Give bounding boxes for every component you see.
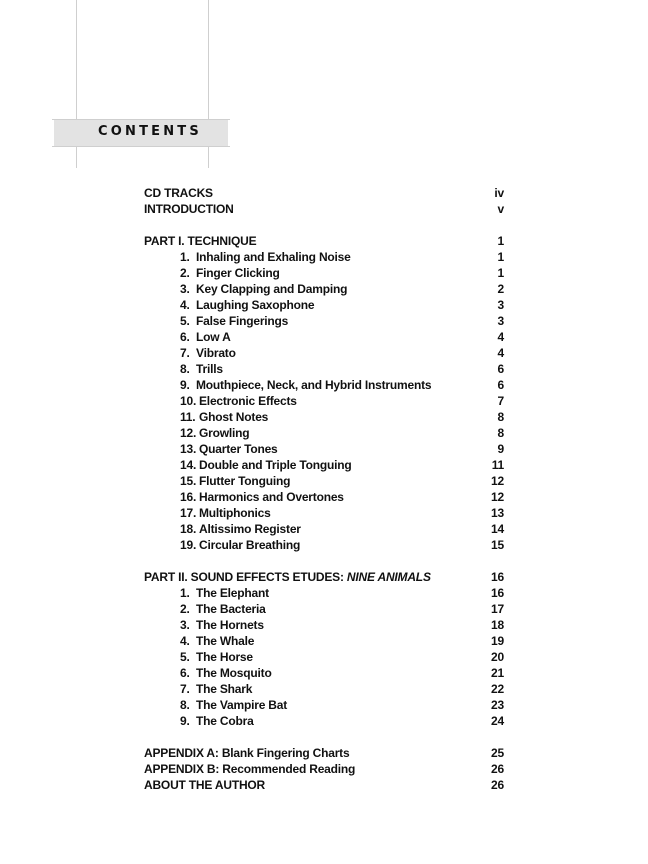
toc-entry-number: 12. [180, 426, 197, 440]
toc-entry-number: 6. [180, 666, 190, 680]
toc-entry [144, 249, 504, 265]
toc-entry-page: 26 [491, 762, 504, 776]
part-2-etude-list [144, 585, 504, 729]
toc-entry-page: 11 [491, 458, 504, 472]
toc-entry [144, 633, 504, 649]
toc-entry-page: 6 [497, 362, 504, 376]
toc-entry-label: The Cobra [196, 714, 254, 728]
toc-entry-label: Quarter Tones [199, 442, 278, 456]
toc-entry-number: 3. [180, 282, 190, 296]
toc-entry-page: 6 [497, 378, 504, 392]
part-1-heading [144, 233, 504, 249]
toc-entry-page: 17 [491, 602, 504, 616]
toc-entry-page: 12 [491, 474, 504, 488]
toc-entry-label: Low A [196, 330, 231, 344]
toc-entry-number: 1. [180, 586, 190, 600]
part-2-page: 16 [491, 570, 504, 584]
toc-entry-label: The Shark [196, 682, 253, 696]
toc-entry [144, 297, 504, 313]
toc-entry-page: 26 [491, 778, 504, 792]
toc-entry-label: Double and Triple Tonguing [199, 458, 352, 472]
toc-entry-label: Altissimo Register [199, 522, 301, 536]
toc-entry-number: 7. [180, 682, 190, 696]
toc-entry-number: 2. [180, 602, 190, 616]
toc-entry [144, 489, 504, 505]
toc-entry [144, 281, 504, 297]
toc-entry-label: The Horse [196, 650, 253, 664]
toc-entry-number: 9. [180, 378, 190, 392]
toc-entry-page: 9 [497, 442, 504, 456]
toc-entry-page: 22 [491, 682, 504, 696]
toc-entry-label: The Elephant [196, 586, 269, 600]
section-gap [144, 729, 504, 745]
toc-entry-label: Trills [196, 362, 223, 376]
toc-entry-label: The Bacteria [196, 602, 266, 616]
toc-entry-number: 5. [180, 314, 190, 328]
toc-entry-page: 4 [497, 330, 504, 344]
part-2-title [144, 570, 431, 584]
toc-entry-label: Electronic Effects [199, 394, 297, 408]
toc-entry [144, 377, 504, 393]
toc-entry-page: 7 [497, 394, 504, 408]
toc-entry-number: 3. [180, 618, 190, 632]
toc-entry-label: Ghost Notes [199, 410, 269, 424]
toc-entry-number: 7. [180, 346, 190, 360]
toc-entry-label: ABOUT THE AUTHOR [144, 778, 266, 792]
toc-entry [144, 457, 504, 473]
part-1-chapter-list [144, 249, 504, 553]
toc-entry-number: 8. [180, 698, 190, 712]
toc-entry [144, 393, 504, 409]
toc-entry-label: INTRODUCTION [144, 202, 234, 216]
toc-entry-label: The Whale [196, 634, 255, 648]
toc-entry-label: Circular Breathing [199, 538, 301, 552]
toc-entry-number: 10. [180, 394, 197, 408]
toc-entry-page: iv [494, 186, 504, 200]
toc-entry-number: 4. [180, 634, 190, 648]
toc-entry-about-author [144, 777, 504, 793]
toc-entry-number: 6. [180, 330, 190, 344]
toc-entry [144, 617, 504, 633]
toc-entry [144, 409, 504, 425]
toc-entry-label: The Vampire Bat [196, 698, 288, 712]
toc-entry-page: v [497, 202, 504, 216]
toc-entry-number: 9. [180, 714, 190, 728]
toc-entry [144, 505, 504, 521]
toc-entry-page: 18 [491, 618, 504, 632]
toc-entry-number: 1. [180, 250, 190, 264]
toc-entry-page: 23 [491, 698, 504, 712]
toc-entry-appendix-b [144, 761, 504, 777]
toc-entry-label: Flutter Tonguing [199, 474, 291, 488]
toc-entry-number: 13. [180, 442, 197, 456]
toc-entry-cd-tracks [144, 185, 504, 201]
toc-entry [144, 473, 504, 489]
toc-entry [144, 713, 504, 729]
frame-rule-bottom [52, 146, 230, 147]
toc-entry-number: 15. [180, 474, 197, 488]
table-of-contents [144, 185, 504, 793]
toc-entry-label: Laughing Saxophone [196, 298, 315, 312]
toc-entry-number: 11. [180, 410, 196, 424]
toc-entry-page: 12 [491, 490, 504, 504]
toc-entry [144, 681, 504, 697]
toc-entry-introduction [144, 201, 504, 217]
toc-entry-page: 25 [491, 746, 504, 760]
part-2-title-text: PART II. SOUND EFFECTS ETUDES: [144, 570, 347, 584]
toc-entry-page: 8 [497, 410, 504, 424]
toc-entry-label: APPENDIX B: Recommended Reading [144, 762, 356, 776]
toc-entry [144, 265, 504, 281]
toc-entry [144, 361, 504, 377]
toc-entry-page: 15 [491, 538, 504, 552]
part-1-page: 1 [497, 234, 504, 248]
toc-entry-label: Vibrato [196, 346, 236, 360]
toc-entry-number: 16. [180, 490, 197, 504]
toc-entry [144, 649, 504, 665]
toc-entry-label: Finger Clicking [196, 266, 280, 280]
toc-entry-number: 2. [180, 266, 190, 280]
toc-entry [144, 329, 504, 345]
toc-entry-page: 1 [497, 266, 504, 280]
toc-entry-page: 2 [497, 282, 504, 296]
toc-entry-number: 14. [180, 458, 197, 472]
toc-entry-page: 3 [497, 298, 504, 312]
toc-entry [144, 537, 504, 553]
part-1-title: PART I. TECHNIQUE [144, 234, 257, 248]
toc-entry-page: 1 [497, 250, 504, 264]
toc-entry-label: Multiphonics [199, 506, 271, 520]
toc-entry [144, 601, 504, 617]
toc-entry-number: 18. [180, 522, 197, 536]
section-gap [144, 553, 504, 569]
toc-entry-label: The Hornets [196, 618, 264, 632]
toc-entry-page: 14 [491, 522, 504, 536]
part-2-heading [144, 569, 504, 585]
part-2-title-italic: NINE ANIMALS [346, 570, 431, 584]
toc-entry-label: Key Clapping and Damping [196, 282, 348, 296]
toc-entry-label: Harmonics and Overtones [199, 490, 344, 504]
toc-entry-page: 3 [497, 314, 504, 328]
toc-entry-appendix-a [144, 745, 504, 761]
toc-entry-label: Inhaling and Exhaling Noise [196, 250, 351, 264]
toc-entry-page: 4 [497, 346, 504, 360]
toc-entry-number: 4. [180, 298, 190, 312]
toc-entry-label: APPENDIX A: Blank Fingering Charts [144, 746, 350, 760]
toc-entry-page: 13 [491, 506, 504, 520]
toc-entry [144, 521, 504, 537]
toc-entry-label: CD TRACKS [144, 186, 213, 200]
toc-entry [144, 697, 504, 713]
toc-entry [144, 585, 504, 601]
section-gap [144, 217, 504, 233]
toc-entry-page: 19 [491, 634, 504, 648]
toc-entry-number: 17. [180, 506, 197, 520]
page-title: CONTENTS [98, 124, 202, 139]
toc-entry-number: 8. [180, 362, 190, 376]
toc-entry [144, 441, 504, 457]
toc-entry [144, 313, 504, 329]
toc-entry-label: Growling [199, 426, 250, 440]
frame-rule-top [52, 119, 230, 120]
toc-entry-page: 20 [491, 650, 504, 664]
toc-entry-page: 21 [491, 666, 504, 680]
toc-entry-number: 19. [180, 538, 197, 552]
toc-entry-page: 16 [491, 586, 504, 600]
toc-entry [144, 425, 504, 441]
toc-entry [144, 345, 504, 361]
toc-entry-label: Mouthpiece, Neck, and Hybrid Instruments [196, 378, 432, 392]
toc-entry-page: 8 [497, 426, 504, 440]
toc-entry [144, 665, 504, 681]
toc-entry-label: False Fingerings [196, 314, 289, 328]
toc-entry-page: 24 [491, 714, 504, 728]
toc-entry-number: 5. [180, 650, 190, 664]
toc-entry-label: The Mosquito [196, 666, 272, 680]
